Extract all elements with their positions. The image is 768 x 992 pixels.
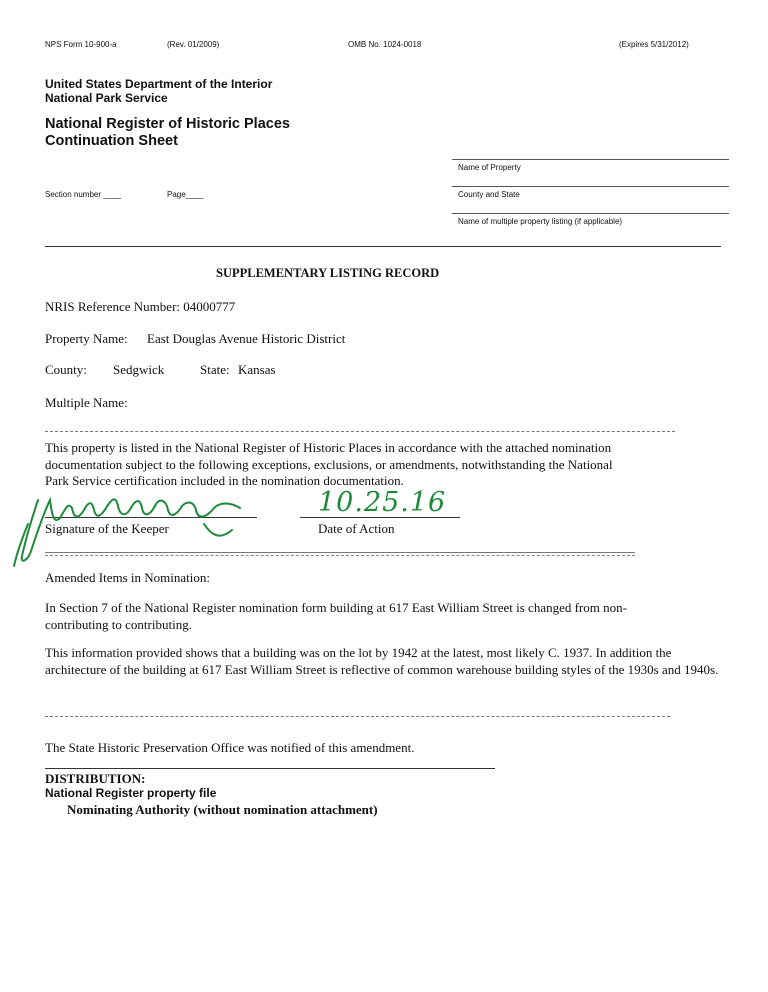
- form-number: NPS Form 10-900-a: [45, 40, 117, 49]
- nris-reference: NRIS Reference Number: 04000777: [45, 299, 236, 314]
- statement-line-1: This property is listed in the National Register of Historic Places in accordance with the attached nomination: [45, 440, 612, 455]
- county-caption: County:: [45, 362, 87, 377]
- header-divider: [45, 246, 721, 247]
- record-heading: SUPPLEMENTARY LISTING RECORD: [216, 266, 440, 280]
- signature-divider-upper: [45, 552, 635, 553]
- multiple-listing-line: [452, 213, 729, 214]
- property-name-caption: Property Name:: [45, 331, 128, 346]
- shpo-notification: The State Historic Preservation Office was notified of this amendment.: [45, 740, 415, 755]
- sheet-title-continuation: Continuation Sheet: [45, 133, 178, 149]
- statement-line-2: documentation subject to the following exceptions, exclusions, or amendments, notwithstanding the National: [45, 457, 613, 472]
- dashed-divider-1: [45, 431, 675, 432]
- date-of-action-label: Date of Action: [318, 521, 395, 536]
- agency-service: National Park Service: [45, 91, 168, 105]
- keeper-signature-image: [8, 478, 258, 570]
- statement-line-3: Park Service certification included in the nomination documentation.: [45, 473, 404, 488]
- distribution-divider: [45, 768, 495, 769]
- amended-items-heading: Amended Items in Nomination:: [45, 570, 211, 585]
- dashed-divider-2: [45, 716, 670, 717]
- signature-divider-lower: [45, 555, 635, 556]
- distribution-heading: DISTRIBUTION:: [45, 771, 146, 786]
- form-expiration: (Expires 5/31/2012): [619, 40, 689, 49]
- distribution-item-nominating-authority: Nominating Authority (without nomination attachment): [67, 802, 378, 817]
- county-value: Sedgwick: [113, 362, 165, 377]
- keeper-signature-label: Signature of the Keeper: [45, 521, 169, 536]
- agency-department: United States Department of the Interior: [45, 77, 273, 91]
- multiple-listing-label: Name of multiple property listing (if applicable): [458, 217, 623, 226]
- county-state-label: County and State: [458, 190, 520, 199]
- section-number-field: Section number ____: [45, 190, 122, 199]
- form-revision: (Rev. 01/2009): [167, 40, 220, 49]
- property-name-label: Name of Property: [458, 163, 521, 172]
- amendment-paragraph-1: In Section 7 of the National Register nomination form building at 617 East William Street is changed from non-contributing to contributing.: [45, 600, 627, 632]
- sheet-title-register: National Register of Historic Places: [45, 116, 290, 132]
- handwritten-action-date: 10.25.16: [318, 487, 447, 518]
- distribution-item-property-file: National Register property file: [45, 786, 217, 800]
- omb-number: OMB No. 1024-0018: [348, 40, 422, 49]
- state-value: Kansas: [238, 362, 276, 377]
- multiple-name-caption: Multiple Name:: [45, 395, 128, 410]
- property-name-line: [452, 159, 729, 160]
- state-caption: State:: [200, 362, 230, 377]
- amendment-paragraph-2: This information provided shows that a building was on the lot by 1942 at the latest, most likely C. 1937. In addition the architecture of the building at 617 East William Street is reflective of common warehouse building styles of the 1930s and 1940s.: [45, 645, 719, 677]
- county-state-line: [452, 186, 729, 187]
- property-name-value: East Douglas Avenue Historic District: [147, 331, 346, 346]
- page-number-field: Page____: [167, 190, 204, 199]
